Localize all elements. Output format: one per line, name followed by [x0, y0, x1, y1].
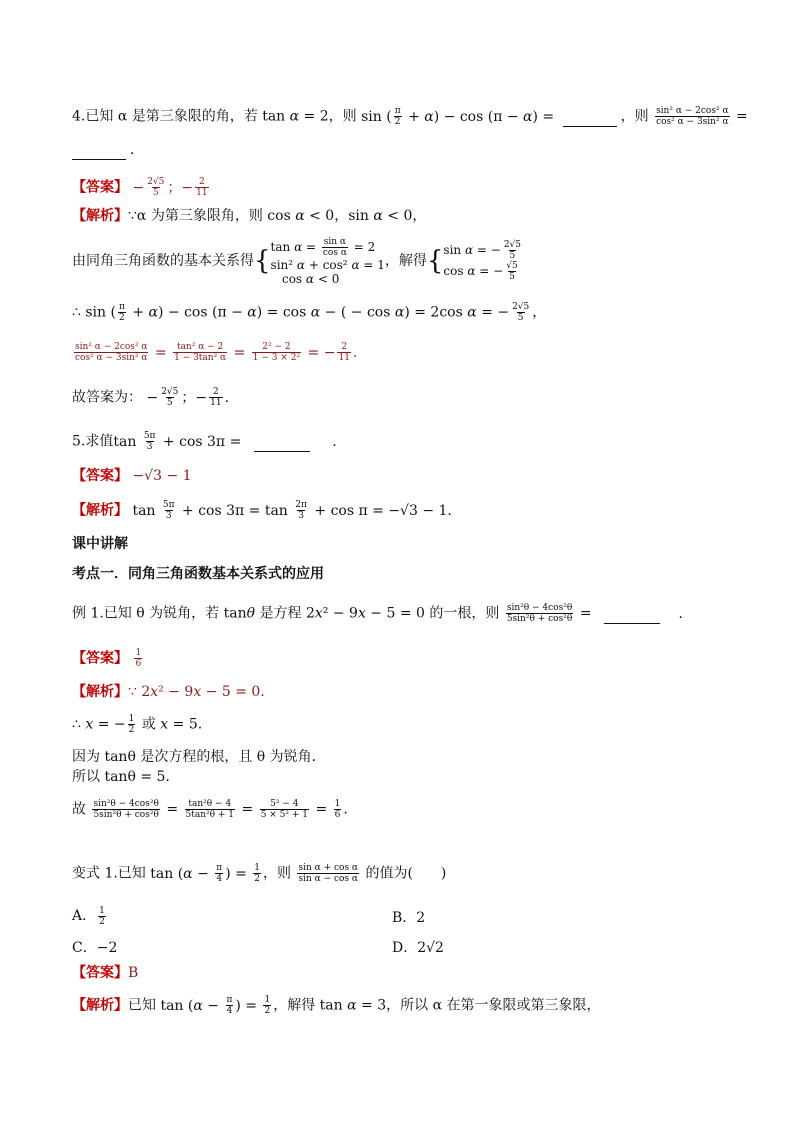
analysis-label: 【解析】 — [72, 684, 128, 700]
analysis-label: 【解析】 — [72, 997, 128, 1014]
q4-blank-1[interactable] — [563, 112, 617, 127]
q4-conclusion: 故答案为： − $\frac{2√5}{5}$ ；− $\frac{2}{11}$ . — [72, 387, 230, 408]
option-d[interactable]: D．2√2 — [392, 940, 444, 956]
q5-answer — [72, 466, 192, 486]
answer-label: 【答案】 — [72, 468, 128, 484]
analysis-label: 【解析】 — [72, 208, 128, 224]
topic-heading: 考点一．同角三角函数基本关系式的应用 — [72, 566, 324, 582]
q5-analysis: 【解析】 tan $\frac{5\pi}{3}$ + cos 3π = tan $\frac{2\pi}{3}$ + cos π = −√3 − 1. — [72, 500, 452, 521]
variant1-question: 变式 1.已知 tan (α − $\frac{\pi}{4}$ ) = $\frac{1}{2}$ ，则 $\frac{\text{sin α + cos α}}{\text{sin α − cos α}}$ 的值为( ) — [72, 863, 447, 884]
q4-answer: 【答案】 − $\frac{2√5}{5}$ ；− $\frac{2}{11}$ — [72, 177, 208, 198]
q5-blank[interactable] — [254, 437, 310, 452]
example1-analysis-3: 因为 tanθ 是次方程的根，且 θ 为锐角． — [72, 749, 326, 765]
option-b[interactable]: B．2 — [392, 910, 426, 926]
q4-analysis-4: $\frac{\text{sin² α − 2cos² α}}{\text{cos² α − 3sin² α}}$ = $\frac{\text{tan² α − 2}}{\text{1 − 3tan² α}}$ = $\frac{\text{2² − 2}}{\text{1 − 3 × 2²}}$ = − $\frac{2}{11}$ . — [75, 342, 358, 363]
example1-analysis-4: 所以 tanθ = 5. — [72, 769, 170, 785]
q5-answer-value: −√3 − 1 — [132, 468, 192, 484]
q5-question: 5.求值tan $\frac{5\pi}{3}$ + cos 3π = . — [72, 431, 337, 452]
option-a[interactable]: A． $\frac{1}{2}$ — [72, 905, 105, 927]
example1-analysis-1: 【解析】∵ 2x² − 9x − 5 = 0. — [72, 684, 265, 700]
conclusion-label: 故答案为： — [72, 389, 142, 406]
q4-analysis-2: 由同角三角函数的基本关系得 { tan α = $\frac{\text{sin α}}{\text{cos α}}$ = 2 sin² α + cos² α = 1 cos α < 0 ，解得 { sin α = − $\frac{2√5}{5}$ cos α = − $\frac{√5}{5}$ — [72, 236, 522, 286]
example1-answer: 【答案】 $\frac{1}{6}$ — [72, 648, 142, 669]
analysis-label: 【解析】 — [72, 502, 128, 519]
answer-label: 【答案】 — [72, 650, 128, 667]
example1-analysis-2: ∴ x = − $\frac{1}{2}$ 或 x = 5. — [72, 714, 203, 735]
q4-question-line1: 4.已知 α 是第三象限的角，若 tan α = 2，则 sin ( $\frac{\pi}{2}$ + α) − cos (π − α) = ，则 $\frac{\text{sin² α − 2cos² α}}{\text{cos² α − 3sin² α}}$ = — [72, 106, 748, 127]
example1-question: 例 1.已知 θ 为锐角，若 tanθ 是方程 2x² − 9x − 5 = 0 的一根，则 $\frac{\text{sin²θ − 4cos²θ}}{\text{5sin²θ + cos²θ}}$ = . — [72, 603, 683, 624]
section-heading: 课中讲解 — [72, 536, 128, 552]
q4-analysis-1: 【解析】∵α 为第三象限角，则 cos α < 0，sin α < 0， — [72, 208, 427, 224]
variant1-answer-value: B — [128, 965, 139, 981]
variant1-analysis: 【解析】已知 tan (α − $\frac{\pi}{4}$ ) = $\frac{1}{2}$ ，解得 tan α = 3，所以 α 在第一象限或第三象限， — [72, 995, 601, 1016]
q4-question-line2: . — [72, 140, 134, 160]
q4-blank-2[interactable] — [72, 145, 126, 160]
option-c[interactable]: C．−2 — [72, 940, 118, 956]
q4-analysis-3: ∴ sin ( $\frac{\pi}{2}$ + α) − cos (π − α) = cos α − ( − cos α) = 2cos α = − $\frac{2√5}{5}$ ， — [72, 302, 547, 323]
example1-blank[interactable] — [604, 609, 660, 624]
example1-analysis-5: 故 $\frac{\text{sin²θ − 4cos²θ}}{\text{5sin²θ + cos²θ}}$ = $\frac{\text{tan²θ − 4}}{\text{5tan²θ + 1}}$ = $\frac{\text{5² − 4}}{\text{5 × 5² + 1}}$ = $\frac{1}{6}$ . — [72, 799, 348, 820]
answer-label: 【答案】 — [72, 965, 128, 981]
variant1-answer — [72, 963, 138, 983]
answer-label: 【答案】 — [72, 179, 128, 196]
